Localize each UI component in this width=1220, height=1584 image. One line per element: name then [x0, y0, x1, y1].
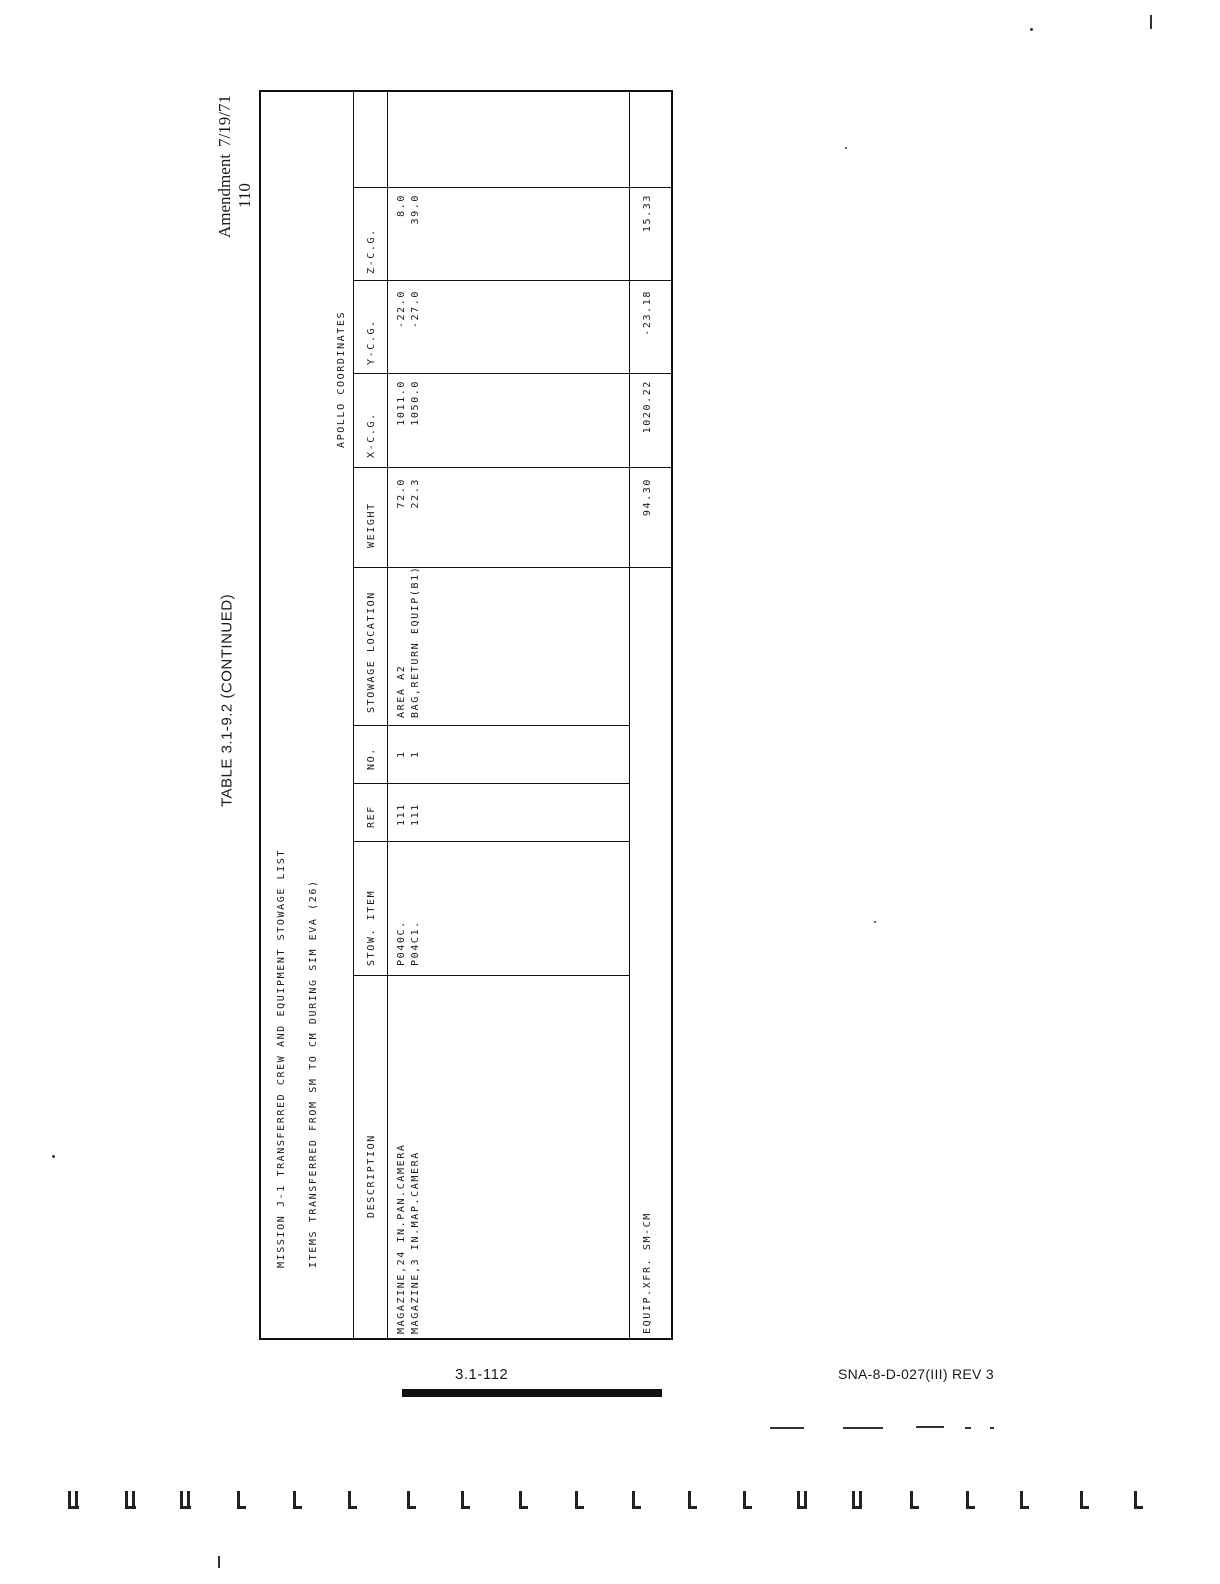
row2-description: MAGAZINE,3 IN.MAP.CAMERA	[410, 1151, 421, 1334]
registration-mark	[405, 1491, 419, 1509]
registration-mark	[850, 1491, 864, 1509]
scan-speck	[52, 1155, 55, 1158]
header-top-rule	[353, 92, 354, 1338]
row2-no: 1	[410, 750, 421, 758]
col-header-stow-item: STOW. ITEM	[366, 889, 377, 966]
registration-mark	[573, 1491, 587, 1509]
registration-mark	[346, 1491, 360, 1509]
registration-mark	[1078, 1491, 1092, 1509]
col-header-y-cg: Y-C.G.	[366, 319, 377, 365]
col-divider	[353, 975, 629, 976]
row2-ref: 111	[410, 803, 421, 826]
row1-ref: 111	[396, 803, 407, 826]
registration-mark	[908, 1491, 922, 1509]
registration-mark	[795, 1491, 809, 1509]
total-y-cg: -23.18	[642, 290, 653, 336]
stowage-table	[259, 90, 673, 1340]
row1-y-cg: -22.0	[396, 290, 407, 329]
row2-y-cg: -27.0	[410, 290, 421, 329]
apollo-coordinates-heading: APOLLO COORDINATES	[336, 310, 347, 448]
registration-mark	[1132, 1491, 1146, 1509]
document-id: SNA-8-D-027(III) REV 3	[838, 1366, 994, 1382]
row1-stow-item: P040C.	[396, 920, 407, 966]
row1-weight: 72.0	[396, 478, 407, 509]
row2-z-cg: 39.0	[410, 194, 421, 225]
scan-dash	[990, 1427, 994, 1429]
amendment-stamp	[215, 95, 254, 245]
row2-location: BAG,RETURN EQUIP(B1)	[410, 565, 421, 718]
change-bar	[402, 1389, 662, 1397]
row1-no: 1	[396, 750, 407, 758]
scan-dash	[965, 1427, 971, 1429]
registration-mark	[235, 1491, 249, 1509]
registration-mark	[741, 1491, 755, 1509]
total-description: EQUIP.XFR. SM-CM	[642, 1212, 653, 1334]
registration-mark	[1018, 1491, 1032, 1509]
header-bottom-rule	[387, 92, 388, 1338]
registration-mark	[66, 1491, 80, 1509]
scan-speck	[218, 1556, 220, 1568]
col-divider	[353, 467, 671, 468]
page-number: 3.1-112	[455, 1366, 509, 1383]
registration-mark	[178, 1491, 192, 1509]
total-weight: 94.30	[642, 478, 653, 517]
total-z-cg: 15.33	[642, 194, 653, 233]
registration-mark	[686, 1491, 700, 1509]
col-header-ref: REF	[366, 805, 377, 828]
row2-x-cg: 1050.0	[410, 380, 421, 426]
row1-x-cg: 1011.0	[396, 380, 407, 426]
total-x-cg: 1020.22	[642, 380, 653, 434]
scan-speck	[874, 921, 876, 923]
col-header-z-cg: Z-C.G.	[366, 228, 377, 274]
col-divider	[353, 725, 629, 726]
col-header-stowage-location: STOWAGE LOCATION	[366, 591, 377, 713]
scan-speck	[1030, 28, 1033, 31]
col-divider	[353, 841, 629, 842]
scan-speck	[845, 147, 847, 149]
registration-mark	[459, 1491, 473, 1509]
registration-mark	[630, 1491, 644, 1509]
col-header-description: DESCRIPTION	[366, 1134, 377, 1218]
table-heading-mission: MISSION J-1 TRANSFERRED CREW AND EQUIPMENT STOWAGE LIST	[276, 848, 287, 1268]
col-divider	[353, 280, 671, 281]
col-divider	[353, 783, 629, 784]
col-divider	[353, 187, 671, 188]
amendment-date: 7/19/71	[215, 95, 234, 147]
row1-location: AREA A2	[396, 664, 407, 718]
col-divider	[353, 567, 671, 568]
scan-dash	[843, 1427, 883, 1429]
row1-z-cg: 8.0	[396, 194, 407, 217]
scan-speck	[1150, 15, 1152, 29]
table-heading-items: ITEMS TRANSFERRED FROM SM TO CM DURING SIM EVA (26)	[308, 879, 319, 1268]
col-header-weight: WEIGHT	[366, 502, 377, 548]
scan-dash	[916, 1426, 944, 1428]
registration-mark	[964, 1491, 978, 1509]
registration-mark	[517, 1491, 531, 1509]
table-title: TABLE 3.1-9.2 (CONTINUED)	[218, 593, 236, 807]
row1-description: MAGAZINE,24 IN.PAN.CAMERA	[396, 1143, 407, 1334]
col-divider	[353, 373, 671, 374]
col-header-x-cg: X-C.G.	[366, 412, 377, 458]
scan-dash	[770, 1427, 804, 1429]
amendment-number: Amendment 110	[215, 153, 254, 238]
col-header-no: NO.	[366, 747, 377, 770]
total-row-rule	[629, 92, 630, 1338]
row2-weight: 22.3	[410, 478, 421, 509]
registration-mark	[291, 1491, 305, 1509]
row2-stow-item: P04C1.	[410, 920, 421, 966]
registration-mark	[123, 1491, 137, 1509]
